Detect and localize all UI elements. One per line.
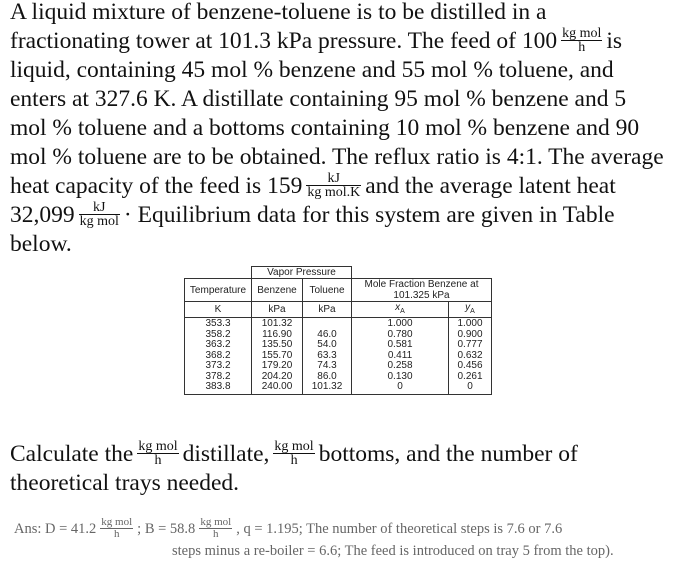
problem-line: A liquid mixture of benzene-toluene is to be distilled in a <box>10 0 547 25</box>
table-cell: 0.777 <box>457 339 483 350</box>
problem-line <box>10 201 700 230</box>
table-cell: 74.3 <box>317 360 337 371</box>
question-line: Calculate the $\frac{\text{kg mol}}{h}$ distillate, $\frac{\text{kg mol}}{h}$ bottoms, and the number of <box>10 439 578 469</box>
problem-text: heat capacity of the feed is 159 <box>10 173 303 199</box>
unit-fraction: $\frac{kJ}{\text{kg mol}}$ <box>79 200 119 230</box>
table-cell: 0.411 <box>387 349 413 361</box>
unit-temp: K <box>185 302 252 318</box>
toluene-header: Toluene <box>303 279 352 302</box>
table-cell: 0 <box>467 381 473 392</box>
table-cell: 240.00 <box>261 381 293 392</box>
table-cell <box>306 319 348 330</box>
table-cell: 0.900 <box>457 328 483 340</box>
table-cell: 204.20 <box>261 370 293 382</box>
unit-ya: $y_A$ <box>449 302 492 318</box>
table-cell: 101.32 <box>311 381 343 392</box>
table-cell: 1.000 <box>387 318 413 329</box>
table-cell: 179.20 <box>261 360 293 371</box>
unit-fraction: $\frac{\text{kg mol}}{h}$ <box>274 439 314 469</box>
unit-fraction: $\frac{\text{kg mol}}{h}$ <box>200 516 232 540</box>
problem-text: and the average latent heat <box>365 173 616 199</box>
answer <box>14 518 700 561</box>
table-cell: 63.3 <box>317 349 337 361</box>
problem-text: is <box>606 28 623 54</box>
xa-column <box>352 318 449 395</box>
table-cell: 0.780 <box>387 328 413 340</box>
problem-line <box>10 27 700 56</box>
table-cell: 383.8 <box>205 381 231 392</box>
table-cell: 86.0 <box>317 370 337 382</box>
table-cell: 378.2 <box>205 370 231 382</box>
table-cell: 54.0 <box>317 339 337 350</box>
problem-line <box>10 172 700 201</box>
unit-fraction: $\frac{\text{kg mol}}{h}$ <box>101 516 133 540</box>
table-cell: 116.90 <box>262 328 292 340</box>
table-cell: 101.32 <box>261 318 293 329</box>
temperature-column <box>185 318 252 395</box>
table-cell: 0.258 <box>387 360 413 371</box>
temperature-header: Temperature <box>185 279 252 302</box>
unit-toluene: kPa <box>303 302 352 318</box>
benzene-column <box>252 318 303 395</box>
problem-line: liquid, containing 45 mol % benzene and 55 mol % toluene, and <box>10 57 614 83</box>
problem-text: fractionating tower at 101.3 kPa pressure. The feed of 100 <box>10 28 558 54</box>
table-cell: 0.456 <box>457 360 483 371</box>
problem-line: enters at 327.6 K. A distillate containing 95 mol % benzene and 5 <box>10 86 627 112</box>
unit-fraction: $\frac{\text{kg mol}}{h}$ <box>562 26 602 56</box>
vapor-pressure-header: Vapor Pressure <box>252 267 352 279</box>
unit-benzene: kPa <box>252 302 303 318</box>
benzene-header: Benzene <box>252 279 303 302</box>
table-cell: 1.000 <box>457 318 483 329</box>
problem-line: mol % toluene and a bottoms containing 10 mol % benzene and 90 <box>10 115 640 141</box>
table-cell: 358.2 <box>205 328 231 340</box>
problem-text: 32,099 <box>10 202 75 228</box>
mole-fraction-header: Mole Fraction Benzene at 101.325 kPa <box>352 279 492 302</box>
unit-fraction: $\frac{kJ}{\text{kg mol.K}}$ <box>307 171 361 201</box>
equilibrium-table <box>184 266 492 395</box>
table-cell: 373.2 <box>205 360 231 371</box>
problem-line: mol % toluene are to be obtained. The reflux ratio is 4:1. The average <box>10 144 664 170</box>
answer-line: steps minus a re-boiler = 6.6; The feed is introduced on tray 5 from the top). <box>172 543 614 559</box>
problem-line: below. <box>10 231 72 257</box>
table-cell: 0.261 <box>457 370 483 382</box>
question-line: theoretical trays needed. <box>10 470 240 496</box>
problem-statement <box>10 0 700 259</box>
table-cell: 368.2 <box>205 349 231 361</box>
table-cell: 0.581 <box>387 339 413 350</box>
toluene-column <box>303 318 352 395</box>
equilibrium-table-wrapper <box>184 266 492 395</box>
table-cell: 0 <box>397 381 403 392</box>
table-cell: 155.70 <box>261 349 293 361</box>
table-cell: 353.3 <box>205 318 231 329</box>
table-cell: 0.130 <box>387 370 413 382</box>
table-cell: 46.0 <box>317 328 337 340</box>
unit-xa: $x_A$ <box>352 302 449 318</box>
ya-column <box>449 318 492 395</box>
table-cell: 135.50 <box>261 339 293 350</box>
unit-fraction: $\frac{\text{kg mol}}{h}$ <box>138 439 178 469</box>
question <box>10 440 700 498</box>
problem-text: · Equilibrium data for this system are given in Table <box>123 202 615 228</box>
answer-line: Ans: D = 41.2 $\frac{\text{kg mol}}{h}$ ; B = 58.8 $\frac{\text{kg mol}}{h}$ , q = 1.195; The number of theoretical steps is 7.6 or 7.6 <box>14 516 563 540</box>
table-cell: 0.632 <box>457 349 483 361</box>
table-cell: 363.2 <box>205 339 231 350</box>
